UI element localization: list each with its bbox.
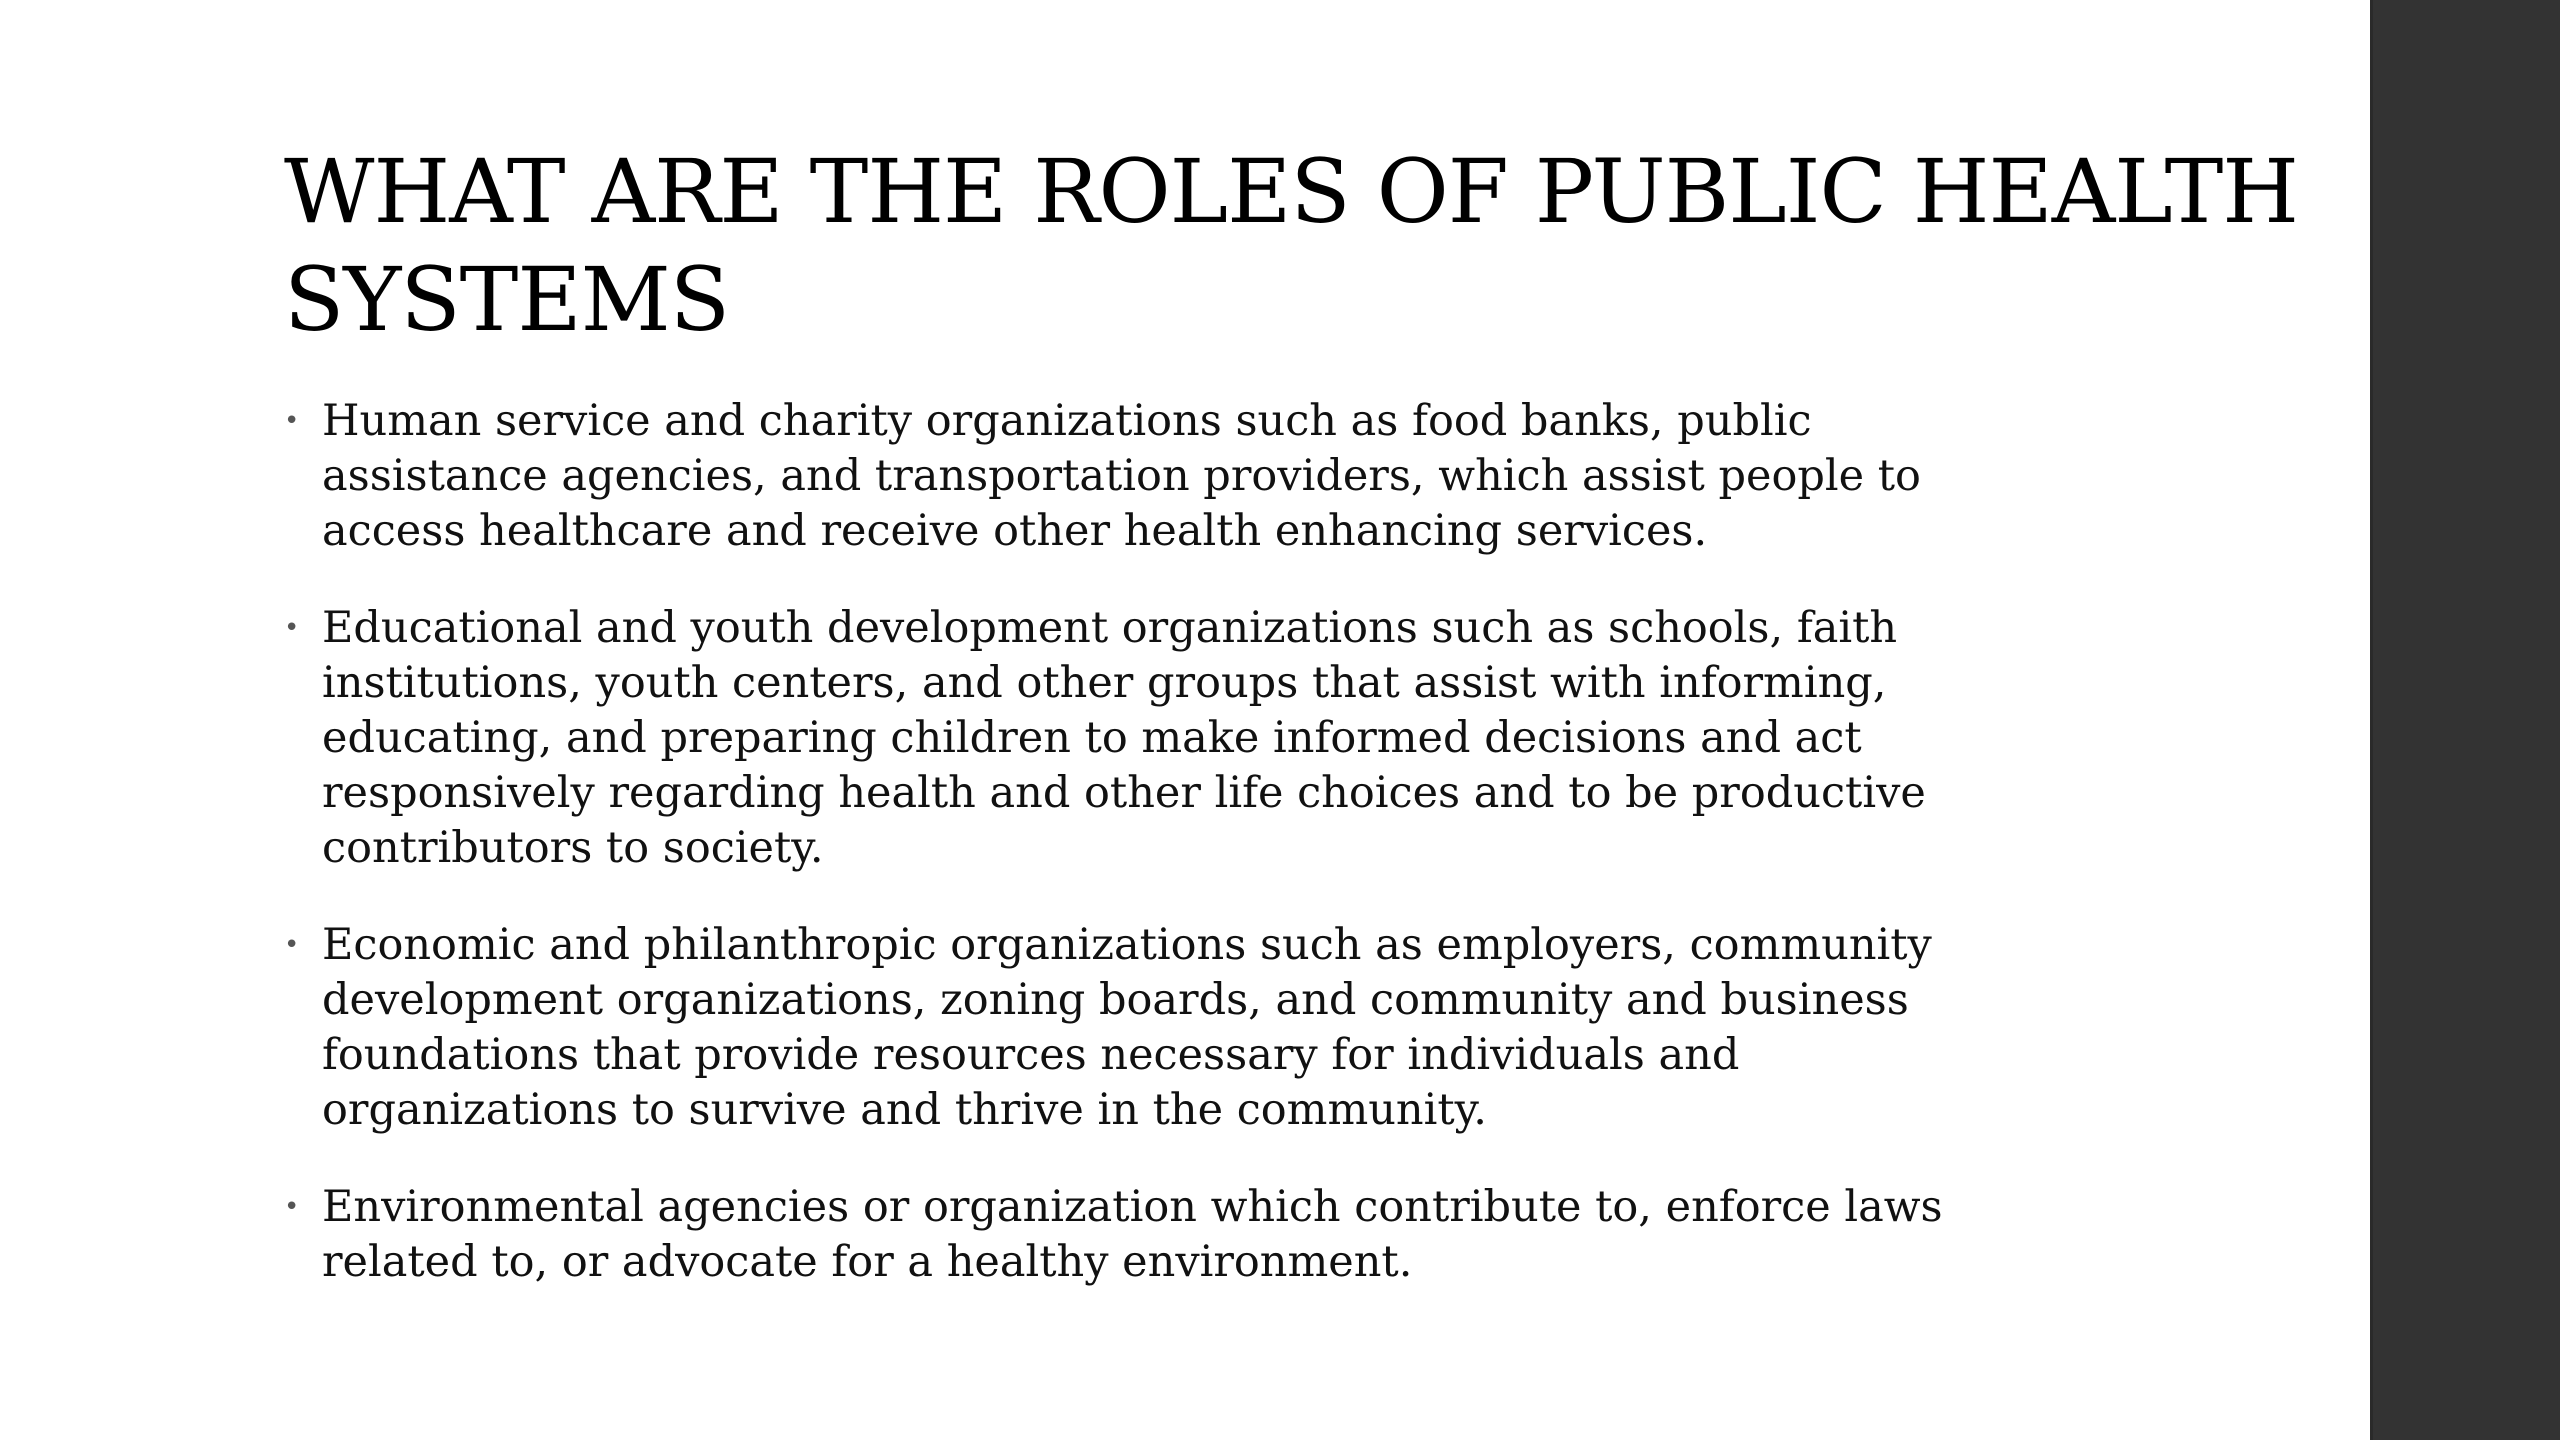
bullet-text: Economic and philanthropic organizations such as employers, community development organizations, zoning boards, and community and business foundations that provide resources necessary for individuals and organizations to survive and thrive in the community.	[322, 920, 1932, 1135]
side-bar	[2370, 0, 2560, 1440]
bullet-text: Human service and charity organizations such as food banks, public assistance agencies, and transportation providers, which assist people to access healthcare and receive other health enhancing services.	[322, 396, 1921, 556]
bullet-item	[284, 918, 2024, 1138]
bullet-text: Educational and youth development organizations such as schools, faith institutions, youth centers, and other groups that assist with informing, educating, and preparing children to make informed decisions and act responsively regarding health and other life choices and to be productive contributors to society.	[322, 603, 1926, 873]
bullet-dot-icon: •	[284, 1192, 300, 1222]
bullet-text: Environmental agencies or organization which contribute to, enforce laws related to, or advocate for a healthy environment.	[322, 1182, 1943, 1287]
bullet-list	[284, 394, 2024, 1332]
bullet-item	[284, 394, 2024, 559]
bullet-item	[284, 601, 2024, 876]
bullet-dot-icon: •	[284, 613, 300, 643]
bullet-dot-icon: •	[284, 930, 300, 960]
bullet-dot-icon: •	[284, 406, 300, 436]
bullet-item	[284, 1180, 2024, 1290]
slide-title: WHAT ARE THE ROLES OF PUBLIC HEALTH SYSTEMS	[284, 140, 2299, 351]
